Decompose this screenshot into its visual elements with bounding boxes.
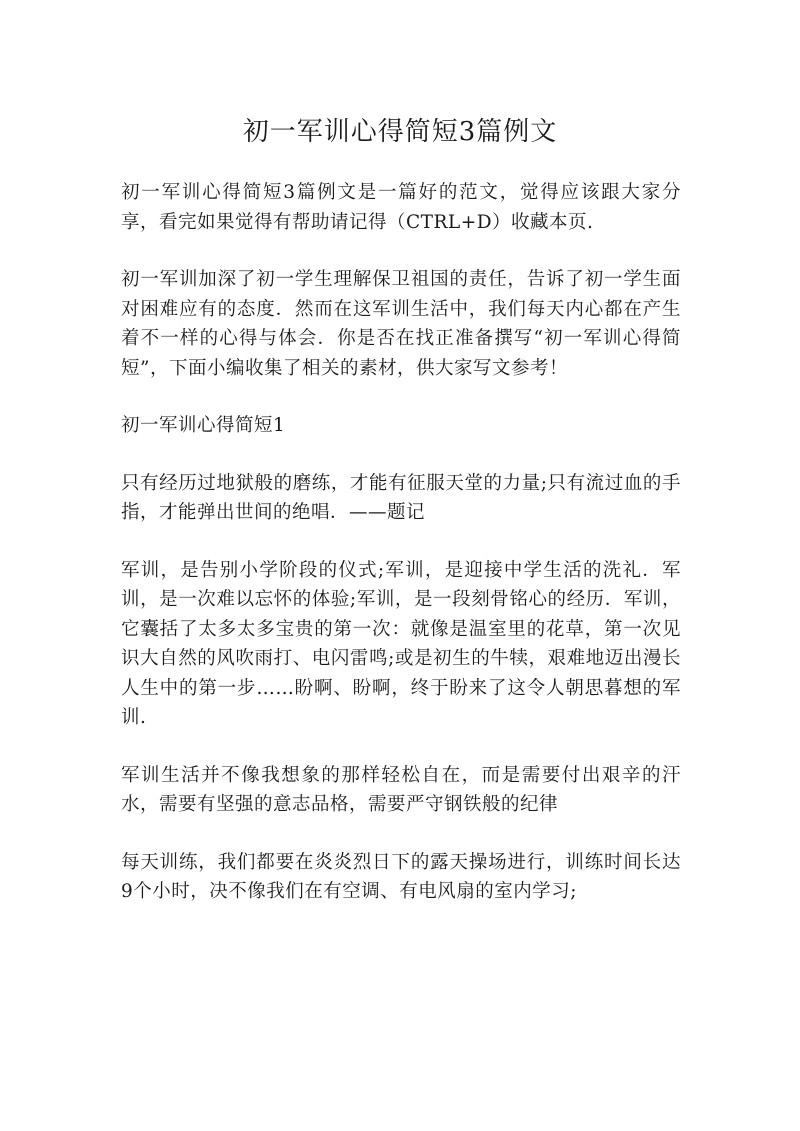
document-body bbox=[121, 178, 681, 935]
summary-paragraph: 初一军训加深了初一学生理解保卫祖国的责任，告诉了初一学生面对困难应有的态度．然而在这军训生活中，我们每天内心都在产生着不一样的心得与体会．你是否在找正准备撰写“初一军训心得简短”，下面小编收集了相关的素材，供大家写文参考！ bbox=[121, 269, 681, 379]
document-title: 初一军训心得简短3篇例文 bbox=[242, 117, 558, 147]
section-heading: 初一军训心得简短1 bbox=[121, 415, 286, 436]
body-paragraph: 军训生活并不像我想象的那样轻松自在，而是需要付出艰辛的汗水，需要有坚强的意志品格，需要严守钢铁般的纪律 bbox=[121, 764, 681, 815]
body-paragraph: 军训，是告别小学阶段的仪式;军训，是迎接中学生活的洗礼．军训，是一次难以忘怀的体验;军训，是一段刻骨铭心的经历．军训，它囊括了太多太多宝贵的第一次：就像是温室里的花草，第一次见识大自然的风吹雨打、电闪雷鸣;或是初生的牛犊，艰难地迈出漫长人生中的第一步……盼啊、盼啊，终于盼来了这令人朝思暮想的军训. bbox=[121, 559, 681, 728]
epigraph-paragraph: 只有经历过地狱般的磨练，才能有征服天堂的力量;只有流过血的手指，才能弹出世间的绝唱．——题记 bbox=[121, 472, 681, 523]
body-paragraph: 每天训练，我们都要在炎炎烈日下的露天操场进行，训练时间长达9个小时，决不像我们在有空调、有电风扇的室内学习; bbox=[121, 851, 681, 902]
intro-paragraph: 初一军训心得简短3篇例文是一篇好的范文，觉得应该跟大家分享，看完如果觉得有帮助请记得（CTRL+D）收藏本页. bbox=[121, 182, 681, 233]
